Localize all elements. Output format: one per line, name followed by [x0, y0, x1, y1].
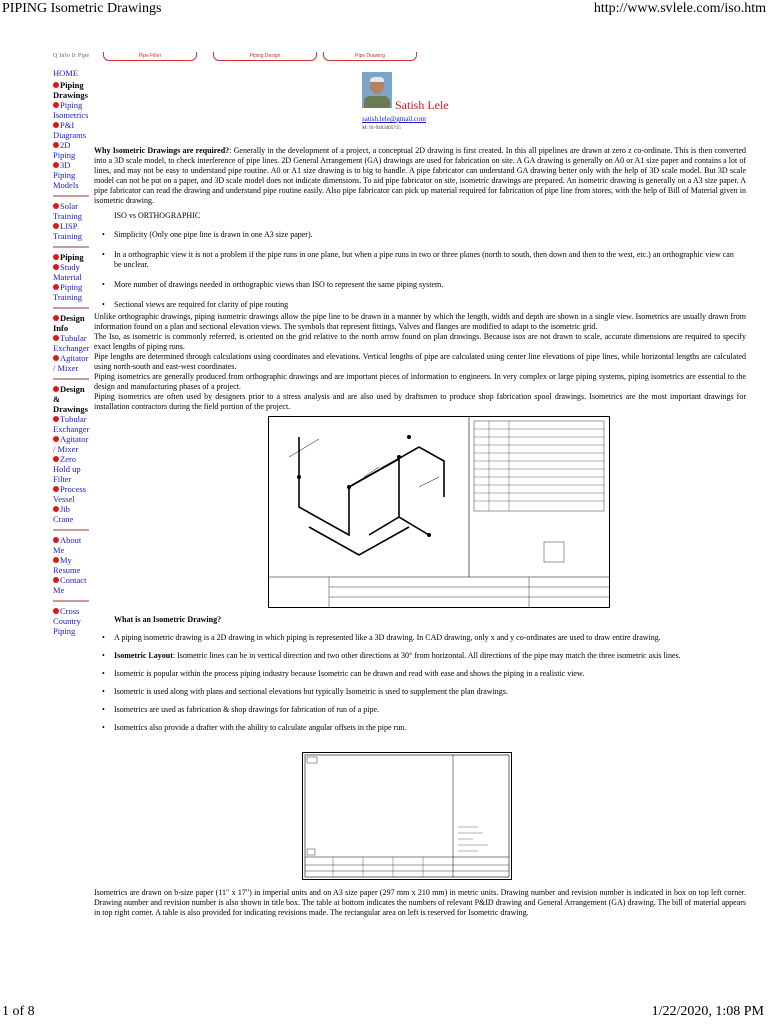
red-bullet-icon [53, 486, 59, 492]
page-number: 1 of 8 [2, 1004, 35, 1019]
blank-isometric-sheet-figure [302, 752, 512, 880]
sidebar-nav [53, 68, 91, 639]
red-bullet-icon [53, 102, 59, 108]
tab-label: Pipe Filter [138, 53, 162, 59]
tab-label: Pipe Drawing [355, 53, 385, 59]
intro-paragraph [94, 146, 746, 206]
list-item: • Isometrics also provide a drafter with the ability to calculate angular offsets in the pipe run. [94, 723, 734, 733]
author-phone: M: 91-9403405715 [362, 126, 401, 131]
sidebar-group-about [53, 533, 91, 598]
red-bullet-icon [53, 608, 59, 614]
list-item: • Sectional views are required for clarity of pipe routing [94, 300, 734, 310]
list-item: • Isometrics are used as fabrication & shop drawings for fabrication of run of a pipe. [94, 705, 734, 715]
list-item: • A piping isometric drawing is a 2D drawing in which piping is represented like a 3D drawing. In CAD drawing, only x and y co-ordinates are used to draw entire drawing. [94, 633, 734, 643]
sidebar-group-design-drawings [53, 382, 91, 527]
tab-row-logo: Q Info Ir Pipe [53, 53, 90, 59]
sidebar-group-piping-drawings [53, 78, 91, 193]
sidebar-item-pid-diagrams[interactable]: P&I Diagrams [53, 120, 87, 140]
list-item: • Simplicity (Only one pipe line is drawn in one A3 size paper). [94, 230, 734, 240]
print-header [0, 0, 768, 20]
sidebar-group-design-info [53, 311, 91, 376]
iso-bullet-list [94, 230, 734, 310]
author-email-link[interactable]: satish.lele@gmail.com [362, 115, 426, 123]
paragraph-iso-orientation: The Iso, as isometric is commonly referred, is oriented on the grid relative to the north arrow found on plan drawings. Because isos are not drawn to scale, accurate dimensions are required to specify exact lengths of piping runs. [94, 332, 746, 351]
red-bullet-icon [53, 557, 59, 563]
red-bullet-icon [53, 335, 59, 341]
red-bullet-icon [53, 315, 59, 321]
tab-label: Piping Design [249, 53, 281, 59]
paragraph-generally-produced: Piping isometrics are generally produced from orthographic drawings and are important pieces of information to engineers. In very complex or large piping systems, piping isometrics are essential to the design and manufacturing phases of a project. [94, 372, 746, 391]
list-item: • Isometric is popular within the process piping industry because Isometric can be drawn and read with ease and shows the piping in a realistic view. [94, 669, 734, 679]
list-item: • Isometric is used along with plans and sectional elevations but typically Isometric is used to supplement the plan drawings. [94, 687, 734, 697]
red-bullet-icon [53, 284, 59, 290]
red-bullet-icon [53, 577, 59, 583]
red-bullet-icon [53, 386, 59, 392]
paragraph-pipe-lengths: Pipe lengths are determined through calculations using coordinates and elevations. Vertical lengths of pipe are calculated using center line elevations of pipe lines, while horizontal lengths are calculated using north-south and east-west coordinates. [94, 352, 746, 371]
sidebar-divider [53, 195, 89, 197]
isometric-drawing-svg [269, 417, 609, 607]
red-bullet-icon [53, 264, 59, 270]
sidebar-item-agitator-mixer-drawing[interactable]: Agitator / Mixer [53, 434, 89, 454]
red-bullet-icon [53, 456, 59, 462]
red-bullet-icon [53, 142, 59, 148]
sidebar-item-piping-training[interactable]: Piping Training [53, 282, 83, 302]
red-bullet-icon [53, 254, 59, 260]
sidebar-item-solar-training[interactable]: Solar Training [53, 201, 82, 221]
red-bullet-icon [53, 416, 59, 422]
paragraph-unlike-orthographic: Unlike orthographic drawings, piping isometric drawings allow the pipe line to be drawn in a manner by which the length, width and depth are shown in a single view. Isometrics are usually drawn from information found on a plan and sectional elevation views. The symbols that represent fittings, Valves and flanges are modified to adapt to the isometric grid. [94, 312, 746, 331]
paragraph-often-used: Piping isometrics are often used by designers prior to a stress analysis and are also used by draftsmen to produce shop fabrication spool drawings. Isometrics are the most important drawings for installation contractors during the field portion of the project. [94, 392, 746, 411]
sidebar-item-contact-me[interactable]: Contact Me [53, 575, 87, 595]
sidebar-item-2d-piping[interactable]: 2D Piping [53, 140, 76, 160]
red-bullet-icon [53, 506, 59, 512]
sidebar-divider [53, 378, 89, 380]
what-is-isometric-list [94, 633, 734, 733]
red-bullet-icon [53, 537, 59, 543]
sidebar-group-header: Piping Drawings [53, 80, 88, 100]
sidebar-item-about-me[interactable]: About Me [53, 535, 82, 555]
intro-text: : Generally in the development of a project, a conceptual 2D drawing is first created. In this all pipelines are drawn at zero z co-ordinate. This is then converted into a 3D scale model, to check interference of pipe lines. 2D General Arrangement (GA) drawings are used for fabrication on site. A GA drawing is generally on A0 or A1 size paper and contains a lot of lines, and may not be easy to understand pipe routine. A0 or A1 size drawing is to big to handle. A pipe fabricator can understand GA drawing better only with the help of 3D scale model. But 3D scale model can not be put on a paper, and 3D scale model does not indicate dimensions. To aid pipe fabricator on site, isometric drawings are prepared. An isometric drawing is generally on a A3 size paper. A pipe fabricator can read the drawing and understand pipe routine easily. Also pipe fabricator can pick up material required for fabrication of pipe line from stores, with the help of Bill of Material given in isometric drawing. [94, 146, 746, 205]
intro-heading: Why Isometric Drawings are required? [94, 146, 230, 155]
sidebar-divider [53, 307, 89, 309]
sidebar-item-3d-piping-models[interactable]: 3D Piping Models [53, 160, 79, 190]
sidebar-divider [53, 600, 89, 602]
print-timestamp: 1/22/2020, 1:08 PM [651, 1004, 764, 1019]
sidebar-item-tubular-exchanger[interactable]: Tubular Exchanger [53, 333, 90, 353]
sidebar-divider [53, 246, 89, 248]
sidebar-item-tubular-exchanger-drawing[interactable]: Tubular Exchanger [53, 414, 90, 434]
paragraph-paper-size: Isometrics are drawn on b-size paper (11" x 17") in imperial units and on A3 size paper (297 mm x 210 mm) in metric units. Drawing number and revision number is indicated in box on top left corner. Drawing number and revision number is also shown in title box. The table at bottom indicates the numbers of relevant P&ID drawing and General Arrangement (GA) drawing. The bill of material appears in top right corner. A table is also provided for indicating revisions made. The rectangular area on left is reserved for Isometric drawing. [94, 888, 746, 917]
blank-isometric-sheet-svg [303, 753, 511, 879]
list-item: • More number of drawings needed in orthographic views than ISO to represent the same piping system. [94, 280, 734, 290]
isometric-drawing-figure [268, 416, 610, 608]
sidebar-item-jib-crane[interactable]: Jib Crane [53, 504, 74, 524]
sidebar-group-training [53, 199, 91, 244]
sidebar-item-agitator-mixer[interactable]: Agitator / Mixer [53, 353, 89, 373]
red-bullet-icon [53, 82, 59, 88]
list-item: • In a orthographic view it is not a problem if the pipe runs in one plane, but when a pipe runs in two or three planes (north to south, then down and then to the west, etc.) an orthographic view can be unclear. [94, 250, 734, 270]
print-footer [0, 1002, 768, 1024]
print-page-url: http://www.svlele.com/iso.htm [593, 1, 766, 16]
red-bullet-icon [53, 436, 59, 442]
red-bullet-icon [53, 203, 59, 209]
sidebar-item-lisp-training[interactable]: LISP Training [53, 221, 82, 241]
sidebar-item-zero-holdup-filter[interactable]: Zero Hold up Filter [53, 454, 81, 484]
red-bullet-icon [53, 122, 59, 128]
what-is-isometric-heading: What is an Isometric Drawing? [114, 615, 222, 624]
sidebar-item-process-vessel[interactable]: Process Vessel [53, 484, 86, 504]
sidebar-divider [53, 529, 89, 531]
tab-pipe-filter[interactable] [103, 52, 197, 61]
red-bullet-icon [53, 223, 59, 229]
print-page-title: PIPING Isometric Drawings [2, 1, 162, 16]
sidebar-group-cross-country [53, 604, 91, 639]
top-tab-row [53, 52, 453, 62]
author-profile [362, 68, 562, 132]
sidebar-item-study-material[interactable]: Study Material [53, 262, 82, 282]
tab-pipe-drawing[interactable] [323, 52, 417, 61]
tab-piping-design[interactable] [213, 52, 317, 61]
sidebar-item-home[interactable]: HOME [53, 68, 79, 78]
sidebar-item-my-resume[interactable]: My Resume [53, 555, 81, 575]
red-bullet-icon [53, 162, 59, 168]
sidebar-item-cross-country-piping[interactable]: Cross Country Piping [53, 606, 81, 636]
author-name: Satish Lele [395, 98, 449, 112]
iso-vs-ortho-heading: ISO vs ORTHOGRAPHIC [114, 211, 201, 220]
sidebar-group-header: Design & Drawings [53, 384, 88, 414]
sidebar-group-piping [53, 250, 91, 305]
red-bullet-icon [53, 355, 59, 361]
sidebar-item-piping-isometrics[interactable]: Piping Isometrics [53, 100, 89, 120]
author-photo [362, 72, 392, 108]
list-item: • Isometric Layout: Isometric lines can be in vertical direction and two other directions at 30° from horizontal. All directions of the pipe may match the three isometric axis lines. [94, 651, 734, 661]
sidebar-group-header: Design Info [53, 313, 85, 333]
sidebar-group-header: Piping [53, 252, 91, 262]
